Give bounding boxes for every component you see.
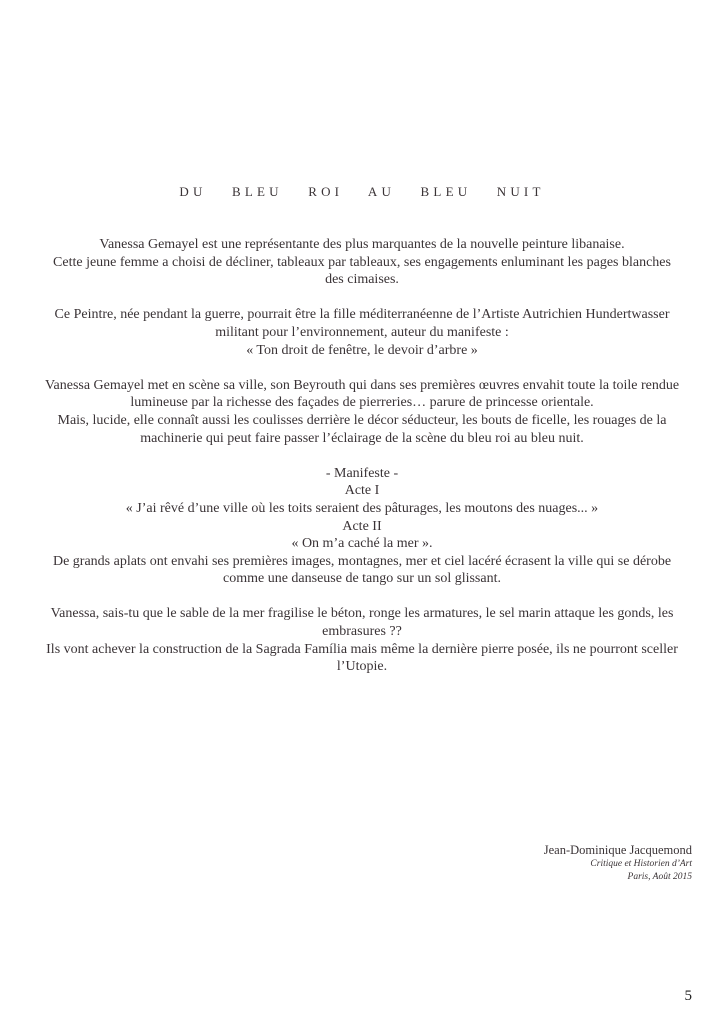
text-line: machinerie qui peut faire passer l’éclairage de la scène du bleu roi au bleu nuit.: [140, 430, 584, 446]
signature-place-date: Paris, Août 2015: [627, 872, 692, 882]
paragraph: [30, 605, 694, 675]
text-line: « Ton droit de fenêtre, le devoir d’arbre »: [246, 342, 478, 358]
signature-role: Critique et Historien d’Art: [590, 859, 692, 869]
text-line: Ils vont achever la construction de la Sagrada Família mais même la dernière pierre posée, ils ne pourront sceller: [46, 641, 678, 657]
text-line: « On m’a caché la mer ».: [291, 536, 433, 552]
body-text: [30, 236, 694, 693]
text-line: Vanessa Gemayel met en scène sa ville, son Beyrouth qui dans ses premières œuvres envahit toute la toile rendue: [44, 377, 680, 393]
text-line: lumineuse par la richesse des façades de pierreries… parure de princesse orientale.: [130, 395, 594, 411]
text-line: Ce Peintre, née pendant la guerre, pourrait être la fille méditerranéenne de l’Artiste Autrichien Hundertwasser: [54, 307, 670, 323]
signature-block: [544, 842, 692, 884]
paragraph: [30, 377, 694, 447]
text-line: l’Utopie.: [336, 659, 388, 675]
paragraph: [30, 306, 694, 359]
text-line: Mais, lucide, elle connaît aussi les coulisses derrière le décor séducteur, les bouts de ficelle, les rouages de la: [57, 412, 667, 428]
signature-author: Jean-Dominique Jacquemond: [543, 843, 692, 857]
text-line: comme une danseuse de tango sur un sol glissant.: [222, 571, 501, 587]
text-line: des cimaises.: [325, 272, 399, 288]
text-line: embrasures ??: [322, 624, 402, 640]
page-title: DU BLEU ROI AU BLEU NUIT: [179, 184, 545, 199]
page-number: 5: [684, 988, 692, 1004]
text-line: - Manifeste -: [325, 465, 399, 481]
paragraph: [30, 236, 694, 289]
text-line: Cette jeune femme a choisi de décliner, tableaux par tableaux, ses engagements enluminant les pages blanches: [53, 254, 671, 270]
text-line: Acte II: [342, 518, 382, 534]
text-line: militant pour l’environnement, auteur du manifeste :: [215, 324, 509, 340]
text-line: Acte I: [344, 483, 380, 499]
text-line: Vanessa Gemayel est une représentante des plus marquantes de la nouvelle peinture libanaise.: [99, 237, 625, 252]
text-line: « J’ai rêvé d’une ville où les toits seraient des pâturages, les moutons des nuages... »: [125, 500, 599, 516]
text-line: De grands aplats ont envahi ses premières images, montagnes, mer et ciel lacéré écrasent la ville qui se dérobe: [52, 553, 672, 569]
paragraph: [30, 465, 694, 588]
text-line: Vanessa, sais-tu que le sable de la mer fragilise le béton, ronge les armatures, le sel marin attaque les gonds, les: [50, 606, 674, 622]
